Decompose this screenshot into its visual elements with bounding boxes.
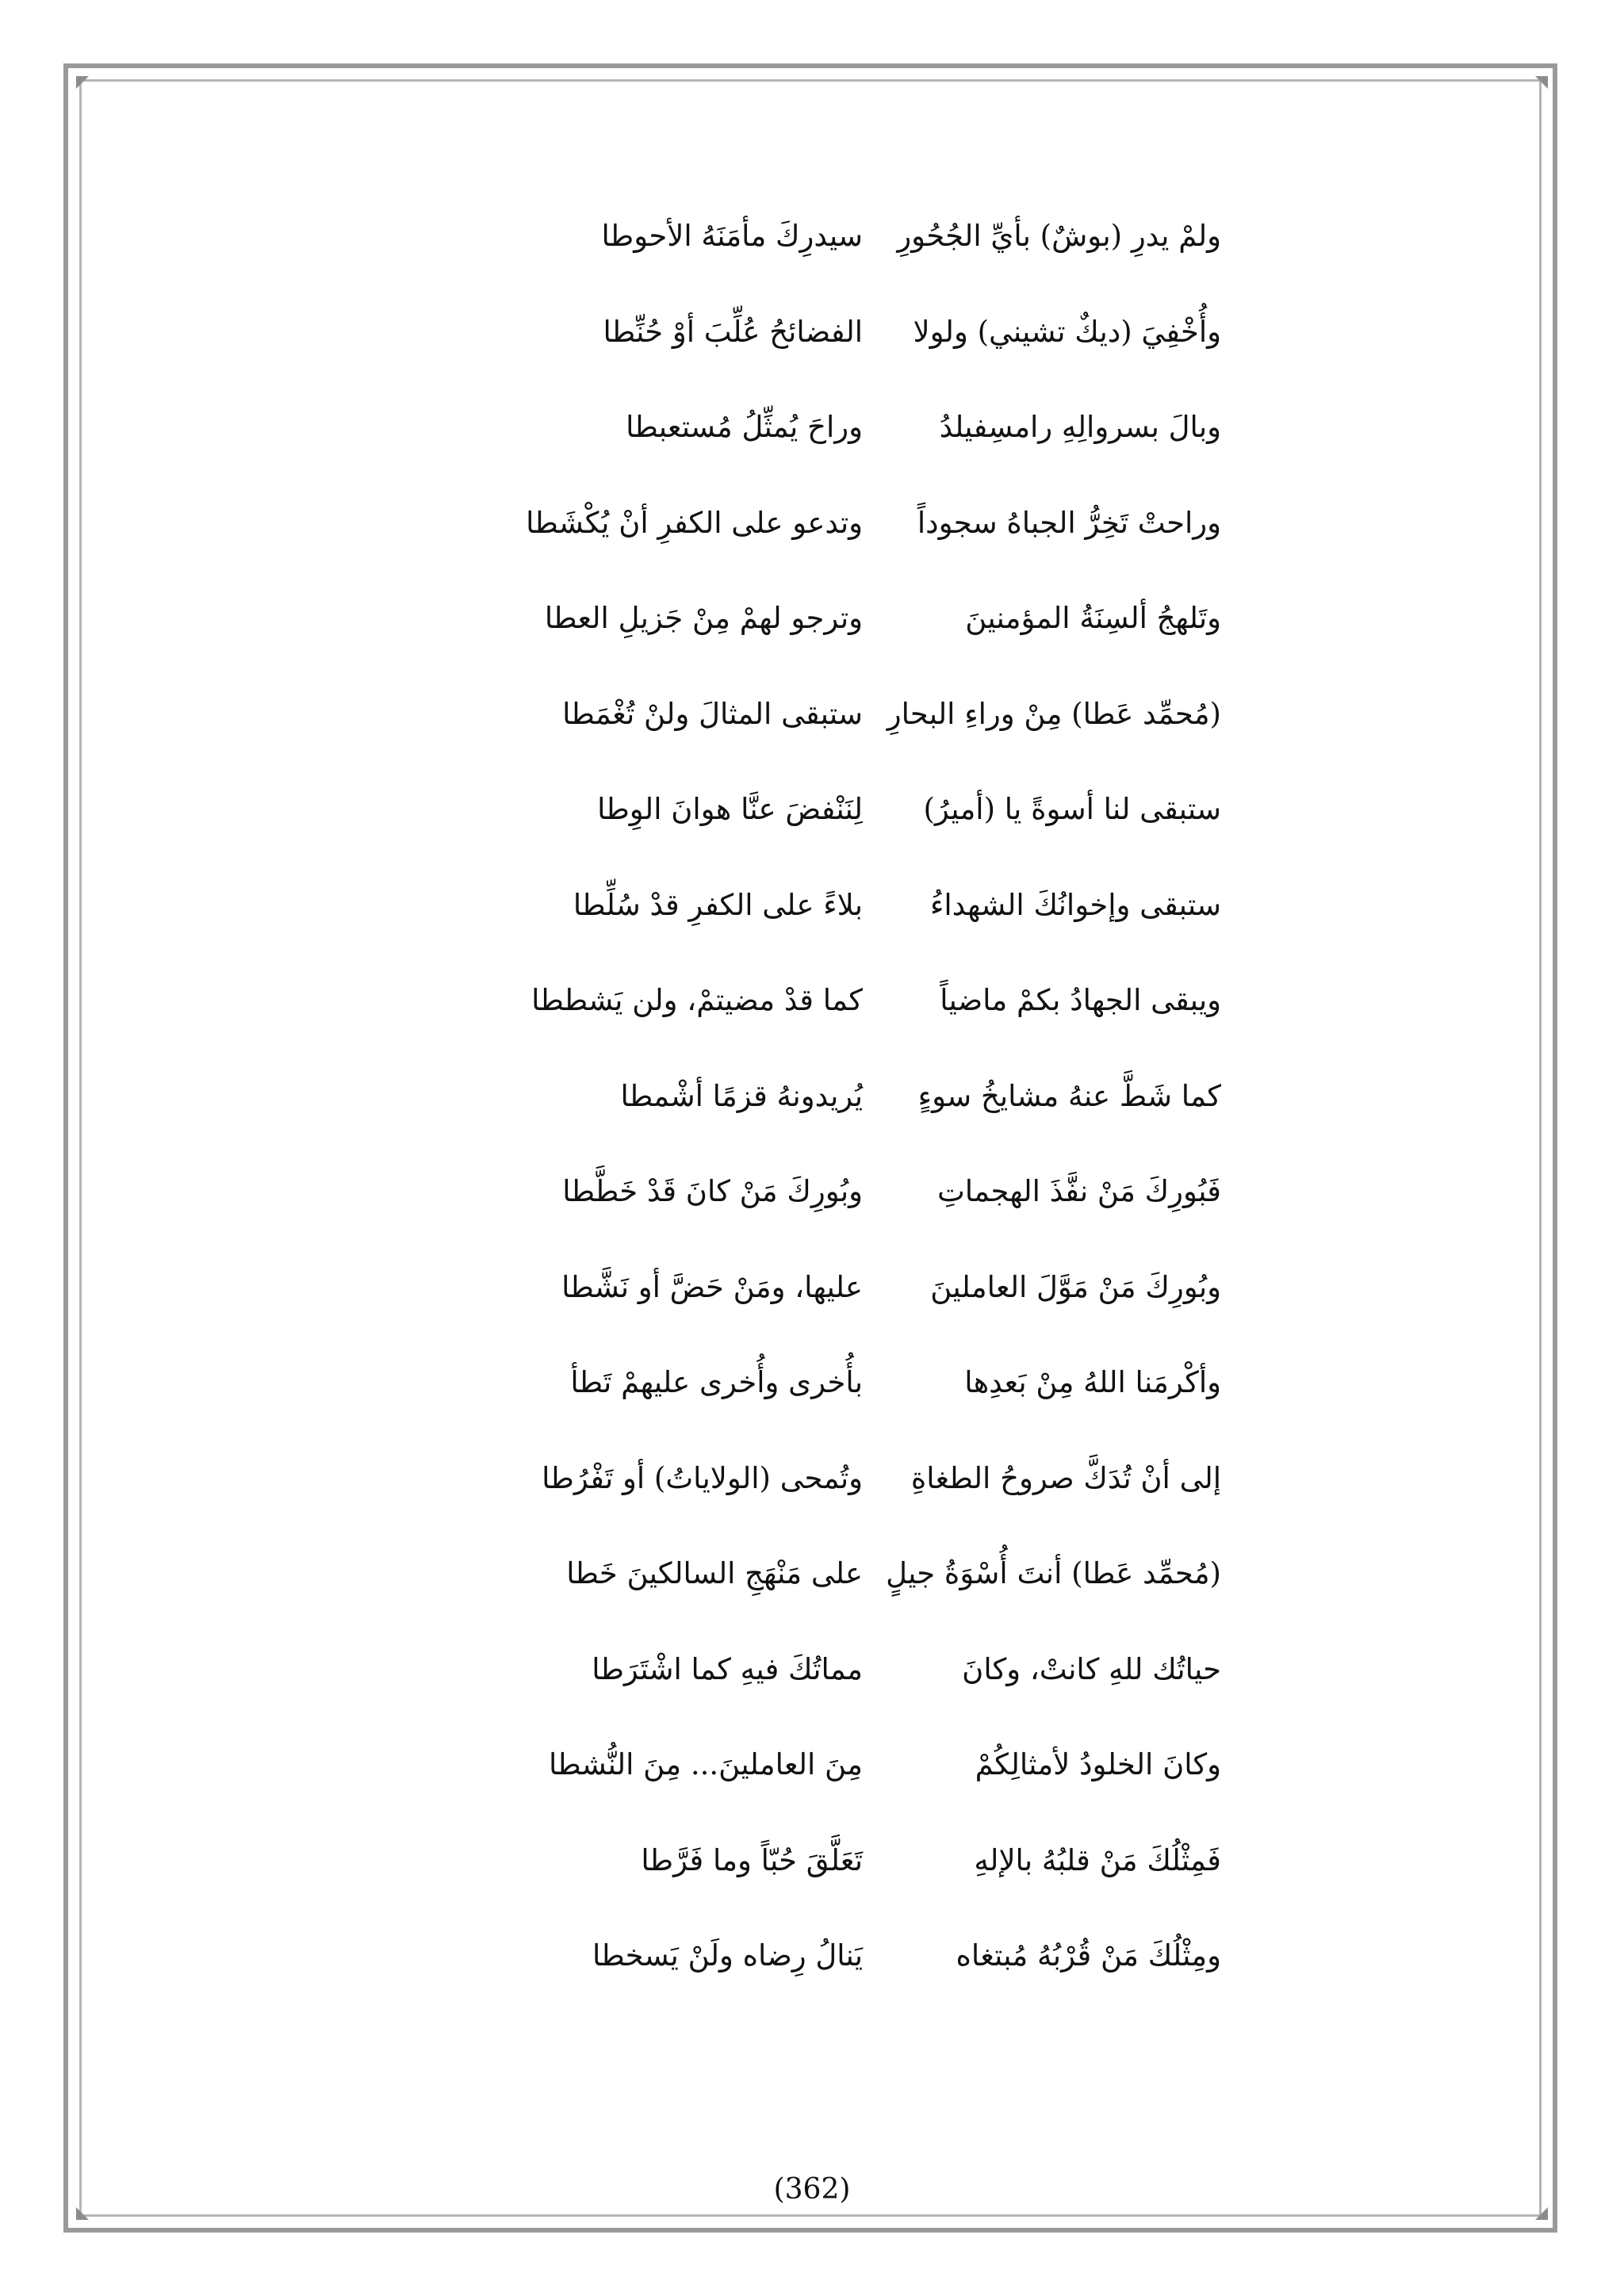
verse-second-hemistich: تَعَلَّقَ حُبّاً وما فَرَّطا — [641, 1843, 863, 1877]
verse-14 — [428, 1455, 1221, 1551]
verse-first-hemistich: فَمِثْلُكَ مَنْ قلبُهُ بالإلهِ — [974, 1843, 1221, 1877]
verse-second-hemistich: الفضائحُ عُلِّبَ أوْ حُنِّطا — [603, 314, 863, 349]
verse-11 — [428, 1168, 1221, 1264]
verse-second-hemistich: وبُورِكَ مَنْ كانَ قَدْ خَطَّطا — [562, 1174, 863, 1208]
verse-second-hemistich: سيدرِكَ مأمَنَهُ الأحوطا — [601, 219, 863, 253]
verse-6 — [428, 691, 1221, 786]
verse-first-hemistich: حياتُك للهِ كانتْ، وكانَ — [962, 1651, 1221, 1686]
verse-18 — [428, 1837, 1221, 1933]
verse-second-hemistich: وتُمحى (الولاياتُ) أو تَفْرُطا — [542, 1460, 863, 1495]
verse-second-hemistich: مِنَ العاملينَ... مِنَ النُّشطا — [549, 1747, 863, 1781]
verse-second-hemistich: ستبقى المثالَ ولنْ تُغْمَطا — [562, 696, 863, 731]
verse-second-hemistich: وتدعو على الكفرِ أنْ يُكْشَطا — [526, 505, 863, 540]
verse-second-hemistich: بلاءً على الكفرِ قدْ سُلِّطا — [573, 887, 863, 922]
verse-10 — [428, 1073, 1221, 1169]
verse-first-hemistich: وكانَ الخلودُ لأمثالِكُمْ — [975, 1747, 1221, 1781]
verse-15 — [428, 1550, 1221, 1646]
verse-first-hemistich: وراحتْ تَخِرُّ الجباهُ سجوداً — [917, 505, 1221, 540]
verse-4 — [428, 499, 1221, 595]
verse-first-hemistich: وتَلهجُ ألسِنَةُ المؤمنينَ — [965, 601, 1221, 635]
verse-second-hemistich: وراحَ يُمثِّلُ مُستعبطا — [626, 410, 863, 444]
verse-5 — [428, 595, 1221, 691]
verse-first-hemistich: وبالَ بسروالِهِ رامسِفيلدُ — [939, 410, 1221, 444]
verse-second-hemistich: عليها، ومَنْ حَضَّ أو نَشَّطا — [561, 1269, 863, 1304]
verse-12 — [428, 1264, 1221, 1360]
verse-first-hemistich: وأُخْفِيَ (ديكٌ تشيني) ولولا — [913, 314, 1221, 349]
verse-13 — [428, 1359, 1221, 1455]
verse-second-hemistich: مماتُكَ فيهِ كما اشْتَرَطا — [592, 1651, 863, 1686]
verse-first-hemistich: ستبقى لنا أسوةً يا (أميرُ) — [923, 792, 1221, 826]
poem — [428, 212, 1221, 2028]
verse-first-hemistich: (مُحمِّد عَطا) مِنْ وراءِ البحارِ — [887, 696, 1221, 731]
verse-second-hemistich: يَنالُ رِضاه ولَنْ يَسخطا — [592, 1938, 863, 1973]
verse-3 — [428, 404, 1221, 499]
verse-7 — [428, 786, 1221, 882]
page-number: (362) — [773, 2173, 851, 2206]
verse-first-hemistich: ومِثْلُكَ مَنْ قُرْبُهُ مُبتغاه — [956, 1938, 1221, 1973]
verse-first-hemistich: (مُحمِّد عَطا) أنتَ أُسْوَةُ جيلٍ — [886, 1556, 1221, 1590]
verse-first-hemistich: فَبُورِكَ مَنْ نفَّذَ الهجماتِ — [936, 1174, 1221, 1208]
verse-2 — [428, 308, 1221, 404]
corner-ornament-top-right — [1535, 76, 1548, 89]
verse-first-hemistich: وبُورِكَ مَنْ مَوَّلَ العاملينَ — [930, 1269, 1221, 1304]
verse-second-hemistich: على مَنْهَجِ السالكينَ خَطا — [566, 1556, 863, 1590]
verse-second-hemistich: كما قدْ مضيتمْ، ولن يَشططا — [531, 983, 863, 1017]
verse-first-hemistich: ولمْ يدرِ (بوشٌ) بأيِّ الجُحُورِ — [897, 219, 1221, 253]
verse-first-hemistich: كما شَطَّ عنهُ مشايخُ سوءٍ — [917, 1078, 1221, 1113]
corner-ornament-top-left — [76, 76, 89, 89]
verse-first-hemistich: ويبقى الجهادُ بكمْ ماضياً — [940, 983, 1221, 1017]
verse-second-hemistich: بأُخرى وأُخرى عليهمْ تَطأ — [570, 1365, 863, 1399]
verse-first-hemistich: إلى أنْ تُدَكَّ صروحُ الطغاةِ — [910, 1460, 1221, 1495]
verse-second-hemistich: يُريدونهُ قزمًا أشْمطا — [620, 1078, 863, 1113]
verse-first-hemistich: ستبقى وإخوانُكَ الشهداءُ — [929, 887, 1221, 922]
verse-16 — [428, 1646, 1221, 1742]
verse-second-hemistich: وترجو لهمْ مِنْ جَزيلِ العطا — [544, 601, 863, 635]
corner-ornament-bottom-left — [76, 2207, 89, 2220]
verse-9 — [428, 977, 1221, 1073]
verse-second-hemistich: لِنَنْفضَ عنَّا هوانَ الوِطا — [597, 792, 863, 826]
verse-1 — [428, 212, 1221, 308]
verse-first-hemistich: وأكْرمَنا اللهُ مِنْ بَعدِها — [964, 1365, 1221, 1399]
verse-17 — [428, 1741, 1221, 1837]
verse-19 — [428, 1932, 1221, 2028]
verse-8 — [428, 882, 1221, 978]
corner-ornament-bottom-right — [1535, 2207, 1548, 2220]
